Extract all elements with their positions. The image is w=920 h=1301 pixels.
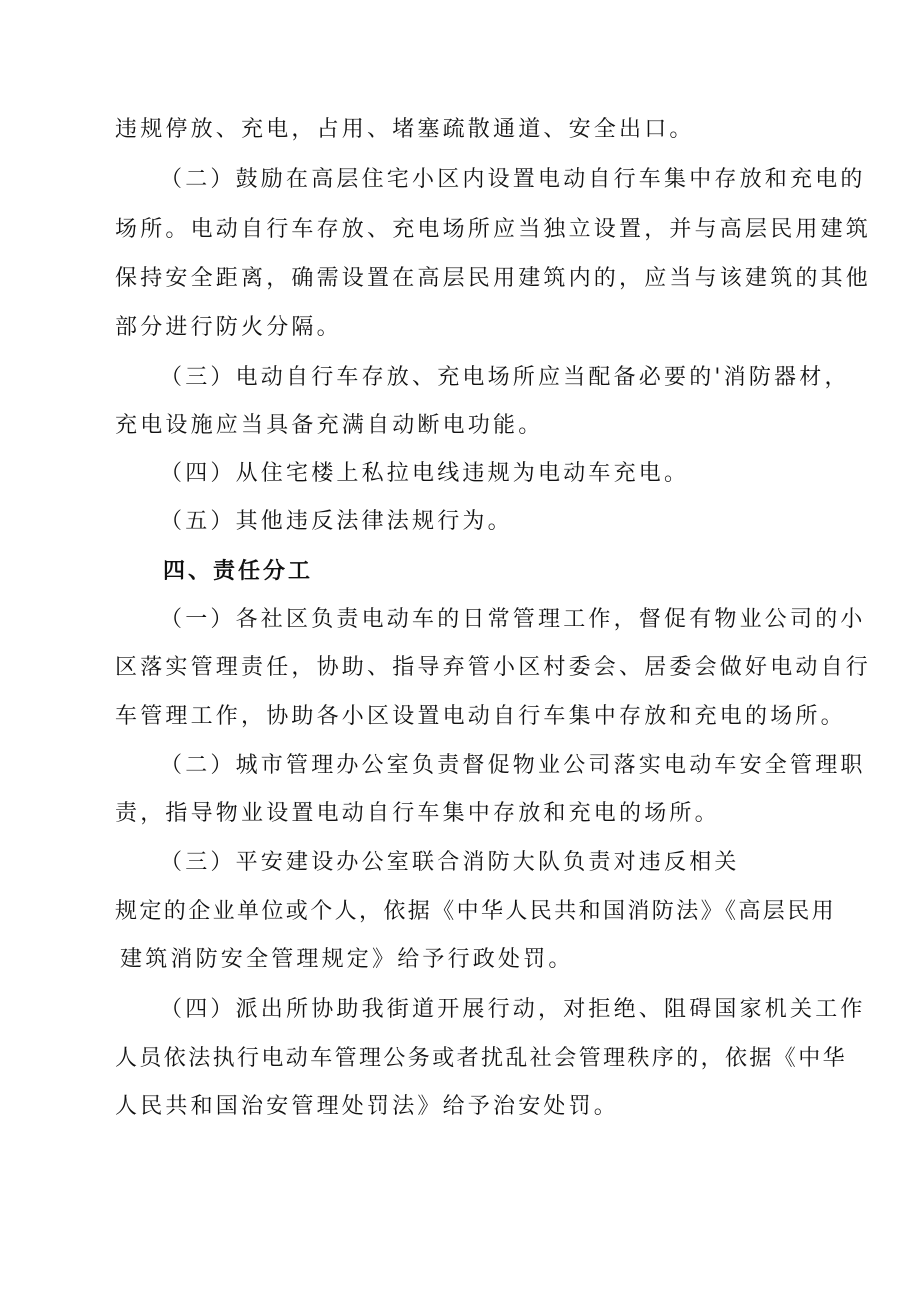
text-line: （三）电动自行车存放、充电场所应当配备必要的'消防器材，	[160, 365, 850, 390]
text-line: 人民共和国治安管理处罚法》给予治安处罚。	[115, 1094, 620, 1119]
text-line: 车管理工作，协助各小区设置电动自行车集中存放和充电的场所。	[115, 704, 846, 729]
text-line: 保持安全距离，确需设置在高层民用建筑内的，应当与该建筑的其他	[115, 266, 872, 291]
text-line: 充电设施应当具备充满自动断电功能。	[115, 413, 544, 438]
text-line: 违规停放、充电，占用、堵塞疏散通道、安全出口。	[115, 117, 695, 142]
text-line: （四）从住宅楼上私拉电线违规为电动车充电。	[160, 461, 690, 486]
text-line: 责，指导物业设置电动自行车集中存放和充电的场所。	[115, 801, 720, 826]
text-line: 人员依法执行电动车管理公务或者扰乱社会管理秩序的，依据《中华	[115, 1046, 848, 1071]
text-line: （五）其他违反法律法规行为。	[160, 509, 513, 534]
text-line: 区落实管理责任，协助、指导弃管小区村委会、居委会做好电动自行	[115, 655, 872, 680]
section-heading: 四、责任分工	[163, 559, 314, 584]
text-line: （二）城市管理办公室负责督促物业公司落实电动车安全管理职	[160, 753, 866, 778]
text-line: （三）平安建设办公室联合消防大队负责对违反相关	[160, 850, 740, 875]
text-line: （一）各社区负责电动车的日常管理工作，督促有物业公司的小	[160, 607, 866, 632]
text-line: 场所。电动自行车存放、充电场所应当独立设置，并与高层民用建筑	[115, 217, 872, 242]
text-line: 规定的企业单位或个人，依据《中华人民共和国消防法》《高层民用	[115, 899, 837, 924]
text-line: （四）派出所协助我街道开展行动，对拒绝、阻碍国家机关工作	[160, 997, 866, 1022]
text-line: 建筑消防安全管理规定》给予行政处罚。	[120, 947, 574, 972]
text-line: （二）鼓励在高层住宅小区内设置电动自行车集中存放和充电的	[160, 167, 866, 192]
text-line: 部分进行防火分隔。	[115, 315, 342, 340]
